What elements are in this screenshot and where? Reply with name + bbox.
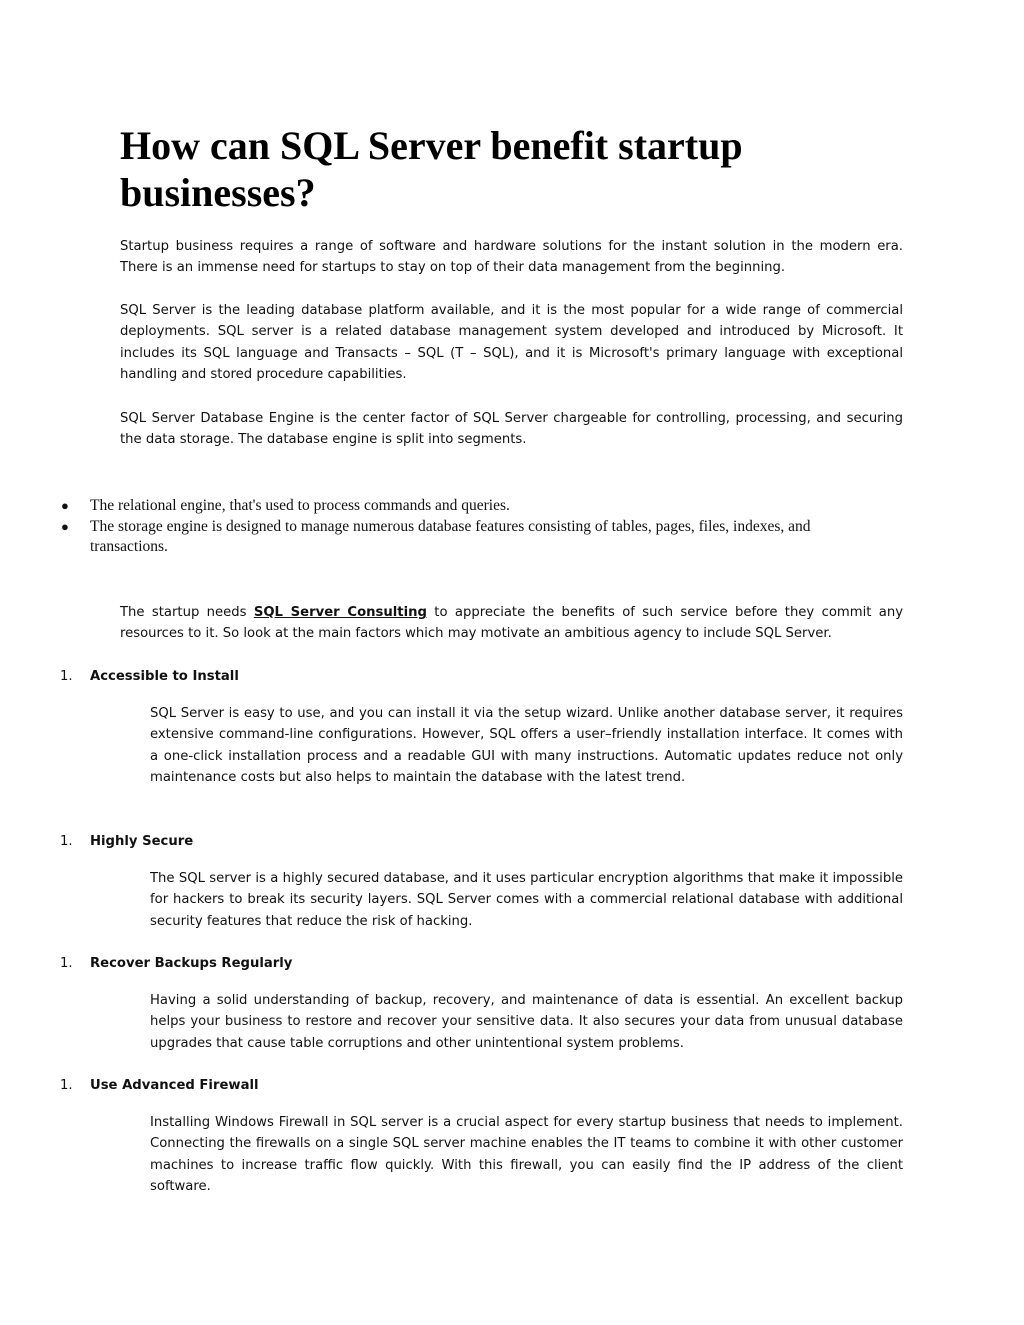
section-heading-text: Recover Backups Regularly	[90, 956, 293, 971]
section-heading-accessible-to-install	[60, 666, 239, 687]
page-title: How can SQL Server benefit startup businesses?	[120, 123, 743, 215]
engine-bullet-list	[61, 496, 890, 558]
section-heading-text: Use Advanced Firewall	[90, 1078, 259, 1093]
intro-paragraph-2: SQL Server is the leading database platform available, and it is the most popular for a wide range of commercial deployments. SQL server is a related database management system developed and introduced by Microsoft. It includes its SQL language and Transacts – SQL (T – SQL), and it is Microsoft's primary language with exceptional handling and stored procedure capabilities.	[120, 303, 903, 383]
bullet-text: The storage engine is designed to manage numerous database features consisting of tables, pages, files, indexes, and transactions.	[90, 517, 811, 555]
section-heading-text: Highly Secure	[90, 834, 194, 849]
section-number: 1.	[60, 834, 73, 849]
section-heading-use-advanced-firewall	[60, 1075, 259, 1096]
section-number: 1.	[60, 956, 73, 971]
intro-paragraph-3: SQL Server Database Engine is the center factor of SQL Server chargeable for controlling, processing, and securing the data storage. The database engine is split into segments.	[120, 411, 903, 448]
section-heading-text: Accessible to Install	[90, 669, 239, 684]
section-number: 1.	[60, 669, 73, 684]
consulting-text-before: The startup needs	[120, 605, 254, 620]
bullet-text: The relational engine, that's used to process commands and queries.	[90, 497, 510, 514]
section-paragraph-highly-secure: The SQL server is a highly secured database, and it uses particular encryption algorithms that make it impossible for hackers to break its security layers. SQL Server comes with a commercial relational database with additional security features that reduce the risk of hacking.	[150, 871, 903, 929]
section-paragraph-recover-backups-regularly: Having a solid understanding of backup, recovery, and maintenance of data is essential. An excellent backup helps your business to restore and recover your sensitive data. It also secures your data from unusual database upgrades that cause table corruptions and other unintentional system problems.	[150, 993, 903, 1051]
section-paragraph-use-advanced-firewall: Installing Windows Firewall in SQL server is a crucial aspect for every startup business that needs to implement. Connecting the firewalls on a single SQL server machine enables the IT teams to combine it with other customer machines to increase traffic flow quickly. With this firewall, you can easily find the IP address of the client software.	[150, 1115, 903, 1195]
consulting-text-after: to appreciate the benefits of such service before they commit any resources to it. So look at the main factors which may motivate an ambitious agency to include SQL Server.	[120, 605, 903, 642]
bullet-icon: ●	[61, 518, 69, 534]
section-paragraph-accessible-to-install: SQL Server is easy to use, and you can install it via the setup wizard. Unlike another database server, it requires extensive command-line configurations. However, SQL offers a user–friendly installation interface. It comes with a one-click installation process and a readable GUI with many instructions. Automatic updates reduce not only maintenance costs but also helps to maintain the database with the latest trend.	[150, 706, 903, 786]
sql-server-consulting-link[interactable]: SQL Server Consulting	[253, 605, 427, 620]
consulting-paragraph	[120, 602, 903, 645]
intro-paragraph-1: Startup business requires a range of software and hardware solutions for the instant solution in the modern era. There is an immense need for startups to stay on top of their data management from the beginning.	[120, 239, 903, 276]
section-heading-highly-secure	[60, 831, 193, 852]
section-heading-recover-backups-regularly	[60, 953, 292, 974]
bullet-icon: ●	[61, 498, 69, 513]
bullet-item-relational-engine	[61, 496, 890, 517]
bullet-item-storage-engine	[61, 517, 890, 558]
section-number: 1.	[60, 1078, 73, 1093]
